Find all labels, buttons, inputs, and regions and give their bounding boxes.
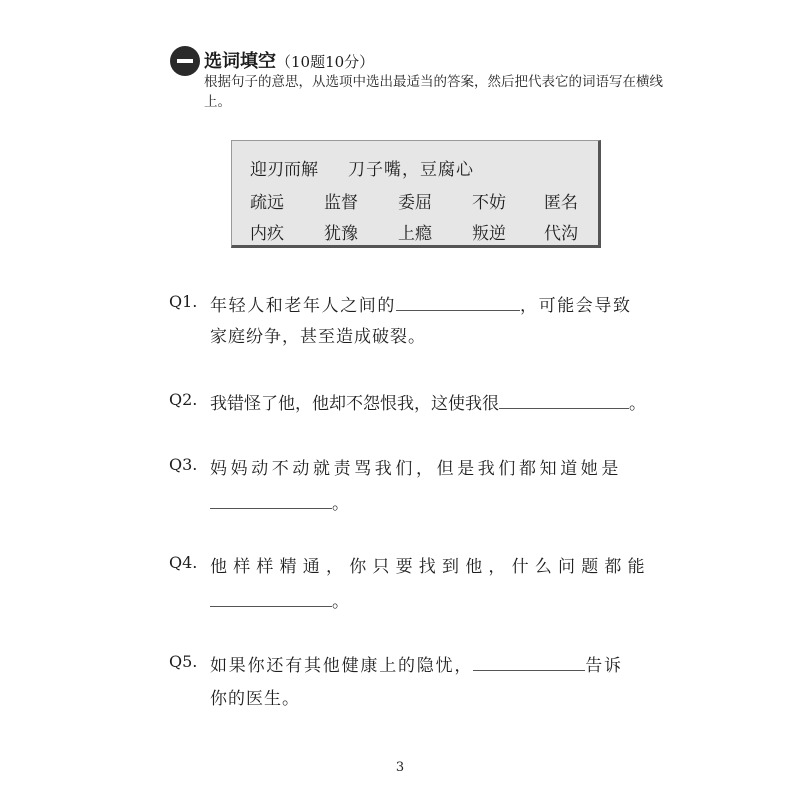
- question-line: [210, 587, 349, 612]
- word-bank-item: 代沟: [544, 224, 578, 244]
- word-bank-item: 上瘾: [398, 224, 432, 244]
- question-label: Q4.: [169, 553, 198, 572]
- answer-blank[interactable]: [473, 652, 585, 671]
- question-text: 年轻人和老年人之间的: [210, 296, 396, 316]
- answer-blank[interactable]: [396, 292, 520, 311]
- question-label: Q3.: [169, 455, 198, 474]
- word-bank-item: 刀子嘴，豆腐心: [348, 160, 474, 180]
- question-text: 他样样精通，你只要找到他，什么问题都能: [210, 557, 651, 577]
- answer-blank[interactable]: [210, 588, 332, 607]
- question-text: 我错怪了他，他却不怨恨我，这使我很: [210, 394, 499, 414]
- question-text: 告诉: [585, 656, 623, 676]
- word-bank-item: 匿名: [544, 193, 578, 213]
- word-bank-item: 迎刃而解: [250, 160, 318, 180]
- question-text: 。: [332, 592, 349, 612]
- question-text: 你的医生。: [210, 689, 300, 709]
- question-text: 。: [629, 394, 646, 414]
- question-text: ，可能会导致: [520, 296, 632, 316]
- word-bank-item: 叛逆: [472, 224, 506, 244]
- section-instructions: 根据句子的意思，从选项中选出最适当的答案，然后把代表它的词语写在横线上。: [204, 74, 663, 110]
- question-label: Q1.: [169, 292, 198, 311]
- answer-blank[interactable]: [210, 490, 332, 509]
- word-bank-item: 犹豫: [324, 224, 358, 244]
- section-score: （10题10分）: [276, 53, 375, 71]
- question-line: [210, 389, 646, 414]
- question-line: [210, 651, 623, 676]
- word-bank-item: 监督: [324, 193, 358, 213]
- question-text: 家庭纷争，甚至造成破裂。: [210, 327, 426, 347]
- word-bank-item: 不妨: [472, 193, 506, 213]
- page-number: 3: [395, 760, 405, 775]
- section-title-text: 选词填空: [204, 51, 276, 72]
- answer-blank[interactable]: [499, 390, 629, 409]
- word-bank-item: 疏远: [250, 193, 284, 213]
- word-bank-item: 内疚: [250, 224, 284, 244]
- question-text: 。: [332, 494, 349, 514]
- question-label: Q5.: [169, 652, 198, 671]
- question-line: [210, 291, 632, 316]
- word-bank-box: [231, 140, 601, 248]
- question-text: 妈妈动不动就责骂我们，但是我们都知道她是: [210, 459, 622, 479]
- word-bank-item: 委屈: [398, 193, 432, 213]
- section-title: [204, 47, 374, 73]
- dash-badge-icon: [170, 46, 200, 76]
- question-text: 如果你还有其他健康上的隐忧，: [210, 656, 474, 676]
- question-line: [210, 489, 349, 514]
- question-label: Q2.: [169, 390, 198, 409]
